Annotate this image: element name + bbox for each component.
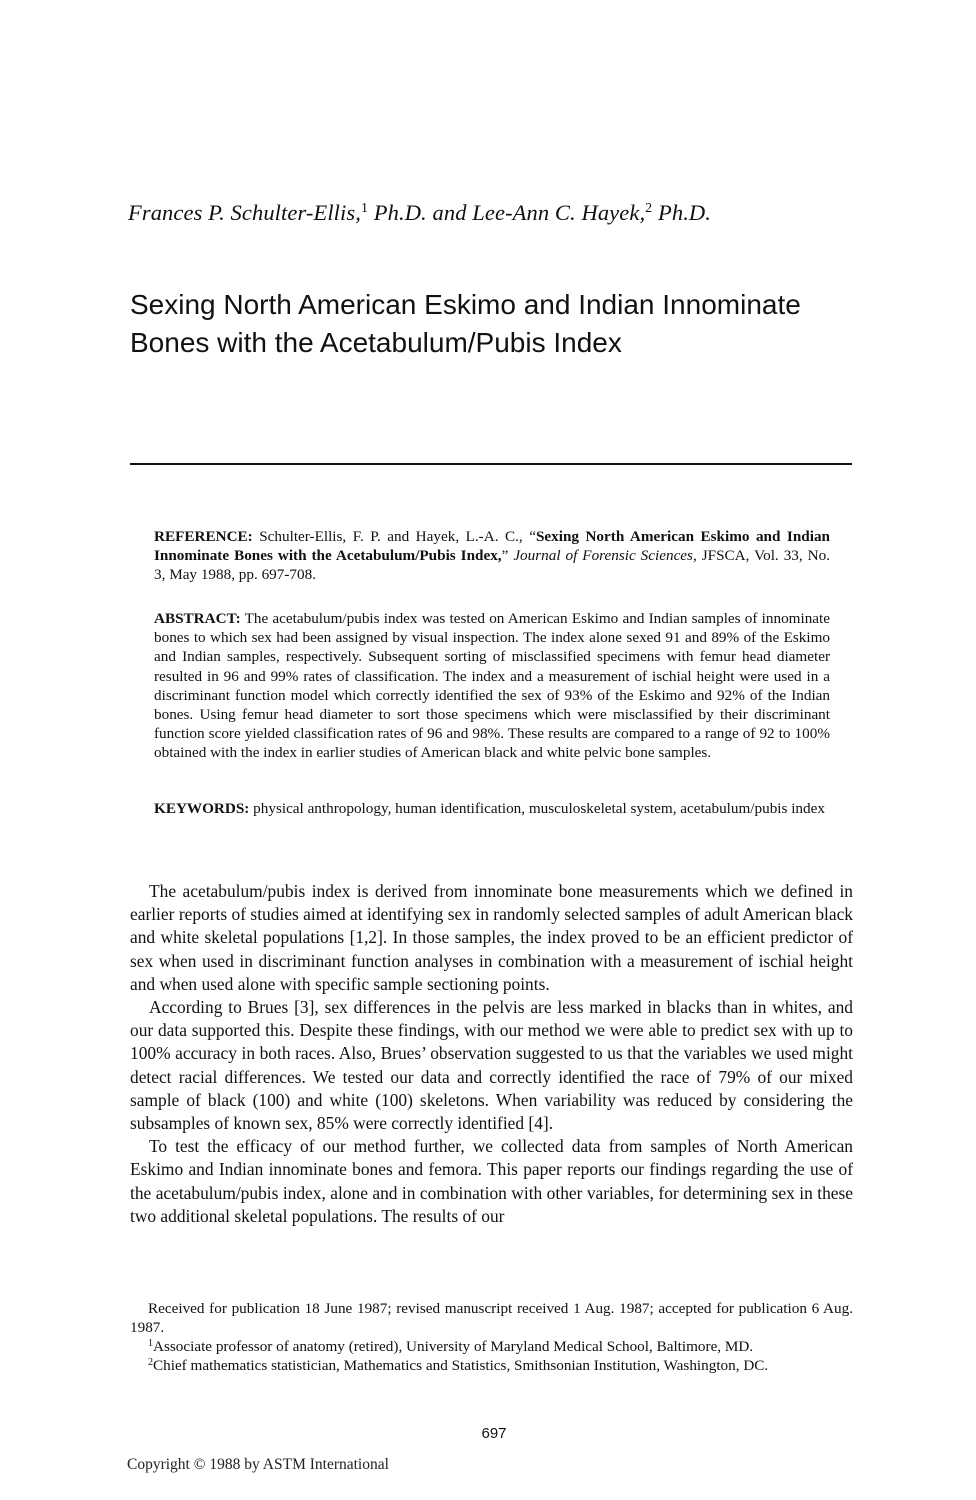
abstract-text: The acetabulum/pubis index was tested on American Eskimo and Indian samples of innominate bones to which sex had been assigned by visual inspection. The index alone sexed 91 and 89% of the Eskimo and Indian samples, respectively. Subsequent sorting of misclassified specimens with femur head diameter resulted in 96 and 99% rates of classification. The index and a measurement of ischial height were used in a discriminant function model which correctly identified the sex of 93% of the Eskimo and 92% of the Indian bones. Using femur head diameter to sort those specimens which were misclassified by their discriminant function score yielded classification rates of 96 and 98%. These results are compared to a range of 92 to 100% obtained with the index in earlier studies of American black and white pelvic bone samples. xyxy=(154,610,830,762)
abstract-block xyxy=(154,609,830,763)
author-1-name: Frances P. Schulter-Ellis, xyxy=(128,200,361,225)
received-footnote: Received for publication 18 June 1987; revised manuscript received 1 Aug. 1987; accepted for publication 6 Aug. 1987. xyxy=(130,1300,853,1336)
article-title: Sexing North American Eskimo and Indian Innominate Bones with the Acetabulum/Pubis Index xyxy=(130,289,801,358)
footnote-2-mark: 2 xyxy=(148,1357,153,1368)
author-2-name: Ph.D. and Lee-Ann C. Hayek, xyxy=(368,200,646,225)
footnote-1-mark: 1 xyxy=(148,1338,153,1349)
author-1-footnote-mark: 1 xyxy=(360,201,369,216)
footnotes xyxy=(130,1299,853,1375)
keywords-block xyxy=(154,799,830,818)
copyright-notice: Copyright © 1988 by ASTM International xyxy=(127,1456,389,1473)
page-number: 697 xyxy=(481,1425,507,1442)
body-paragraph-2: According to Brues [3], sex differences in the pelvis are less marked in blacks than in whites, and our data supported this. Despite these findings, with our method we were able to predict sex with up to 100% accuracy in both races. Also, Brues’ observation suggested to us that the variables we used might detect racial differences. We tested our data and correctly identified the race of 79% of our mixed sample of black (100) and white (100) skeletons. When variability was reduced by considering the subsamples of known sex, 85% were correctly identified [4]. xyxy=(130,997,853,1134)
reference-article-title: Sexing North American Eskimo and Indian Innominate Bones with the Acetabulum/Pubis Index, xyxy=(154,528,830,565)
reference-close-quote: ” xyxy=(501,547,514,565)
footnote-1 xyxy=(130,1337,853,1356)
reference-authors: Schulter-Ellis, F. P. and Hayek, L.-A. C., “ xyxy=(252,528,536,545)
footnote-2-text: Chief mathematics statistician, Mathematics and Statistics, Smithsonian Institution, Washington, DC. xyxy=(153,1357,769,1374)
author-2-footnote-mark: 2 xyxy=(645,201,653,216)
author-2-degree: Ph.D. xyxy=(652,200,711,225)
keywords-text: physical anthropology, human identification, musculoskeletal system, acetabulum/pubis index xyxy=(249,800,825,817)
reference-block xyxy=(154,527,830,585)
footnote-1-text: Associate professor of anatomy (retired), University of Maryland Medical School, Baltimore, MD. xyxy=(153,1338,754,1355)
body-paragraph-1: The acetabulum/pubis index is derived from innominate bone measurements which we defined in earlier reports of studies aimed at identifying sex in randomly selected samples of adult American black and white skeletal populations [1,2]. In those samples, the index proved to be an efficient predictor of sex when used in discriminant function analyses in combination with a measurement of ischial height and when used alone with specific sample sectioning points. xyxy=(130,881,853,994)
body-paragraph-3: To test the efficacy of our method further, we collected data from samples of North American Eskimo and Indian innominate bones and femora. This paper reports our findings regarding the use of the acetabulum/pubis index, alone and in combination with other variables, for determining sex in these two additional skeletal populations. The results of our xyxy=(130,1136,853,1226)
author-line xyxy=(128,200,868,226)
title-divider xyxy=(130,463,852,465)
abstract-label: ABSTRACT: xyxy=(154,610,241,627)
body-text xyxy=(130,880,853,1228)
footnote-2 xyxy=(130,1356,853,1375)
reference-label: REFERENCE: xyxy=(154,528,253,545)
keywords-label: KEYWORDS: xyxy=(154,800,250,817)
reference-journal: Journal of Forensic Sciences, xyxy=(513,547,697,565)
reference-details: JFSCA, Vol. 33, No. 3, May 1988, pp. 697-708. xyxy=(154,547,830,584)
